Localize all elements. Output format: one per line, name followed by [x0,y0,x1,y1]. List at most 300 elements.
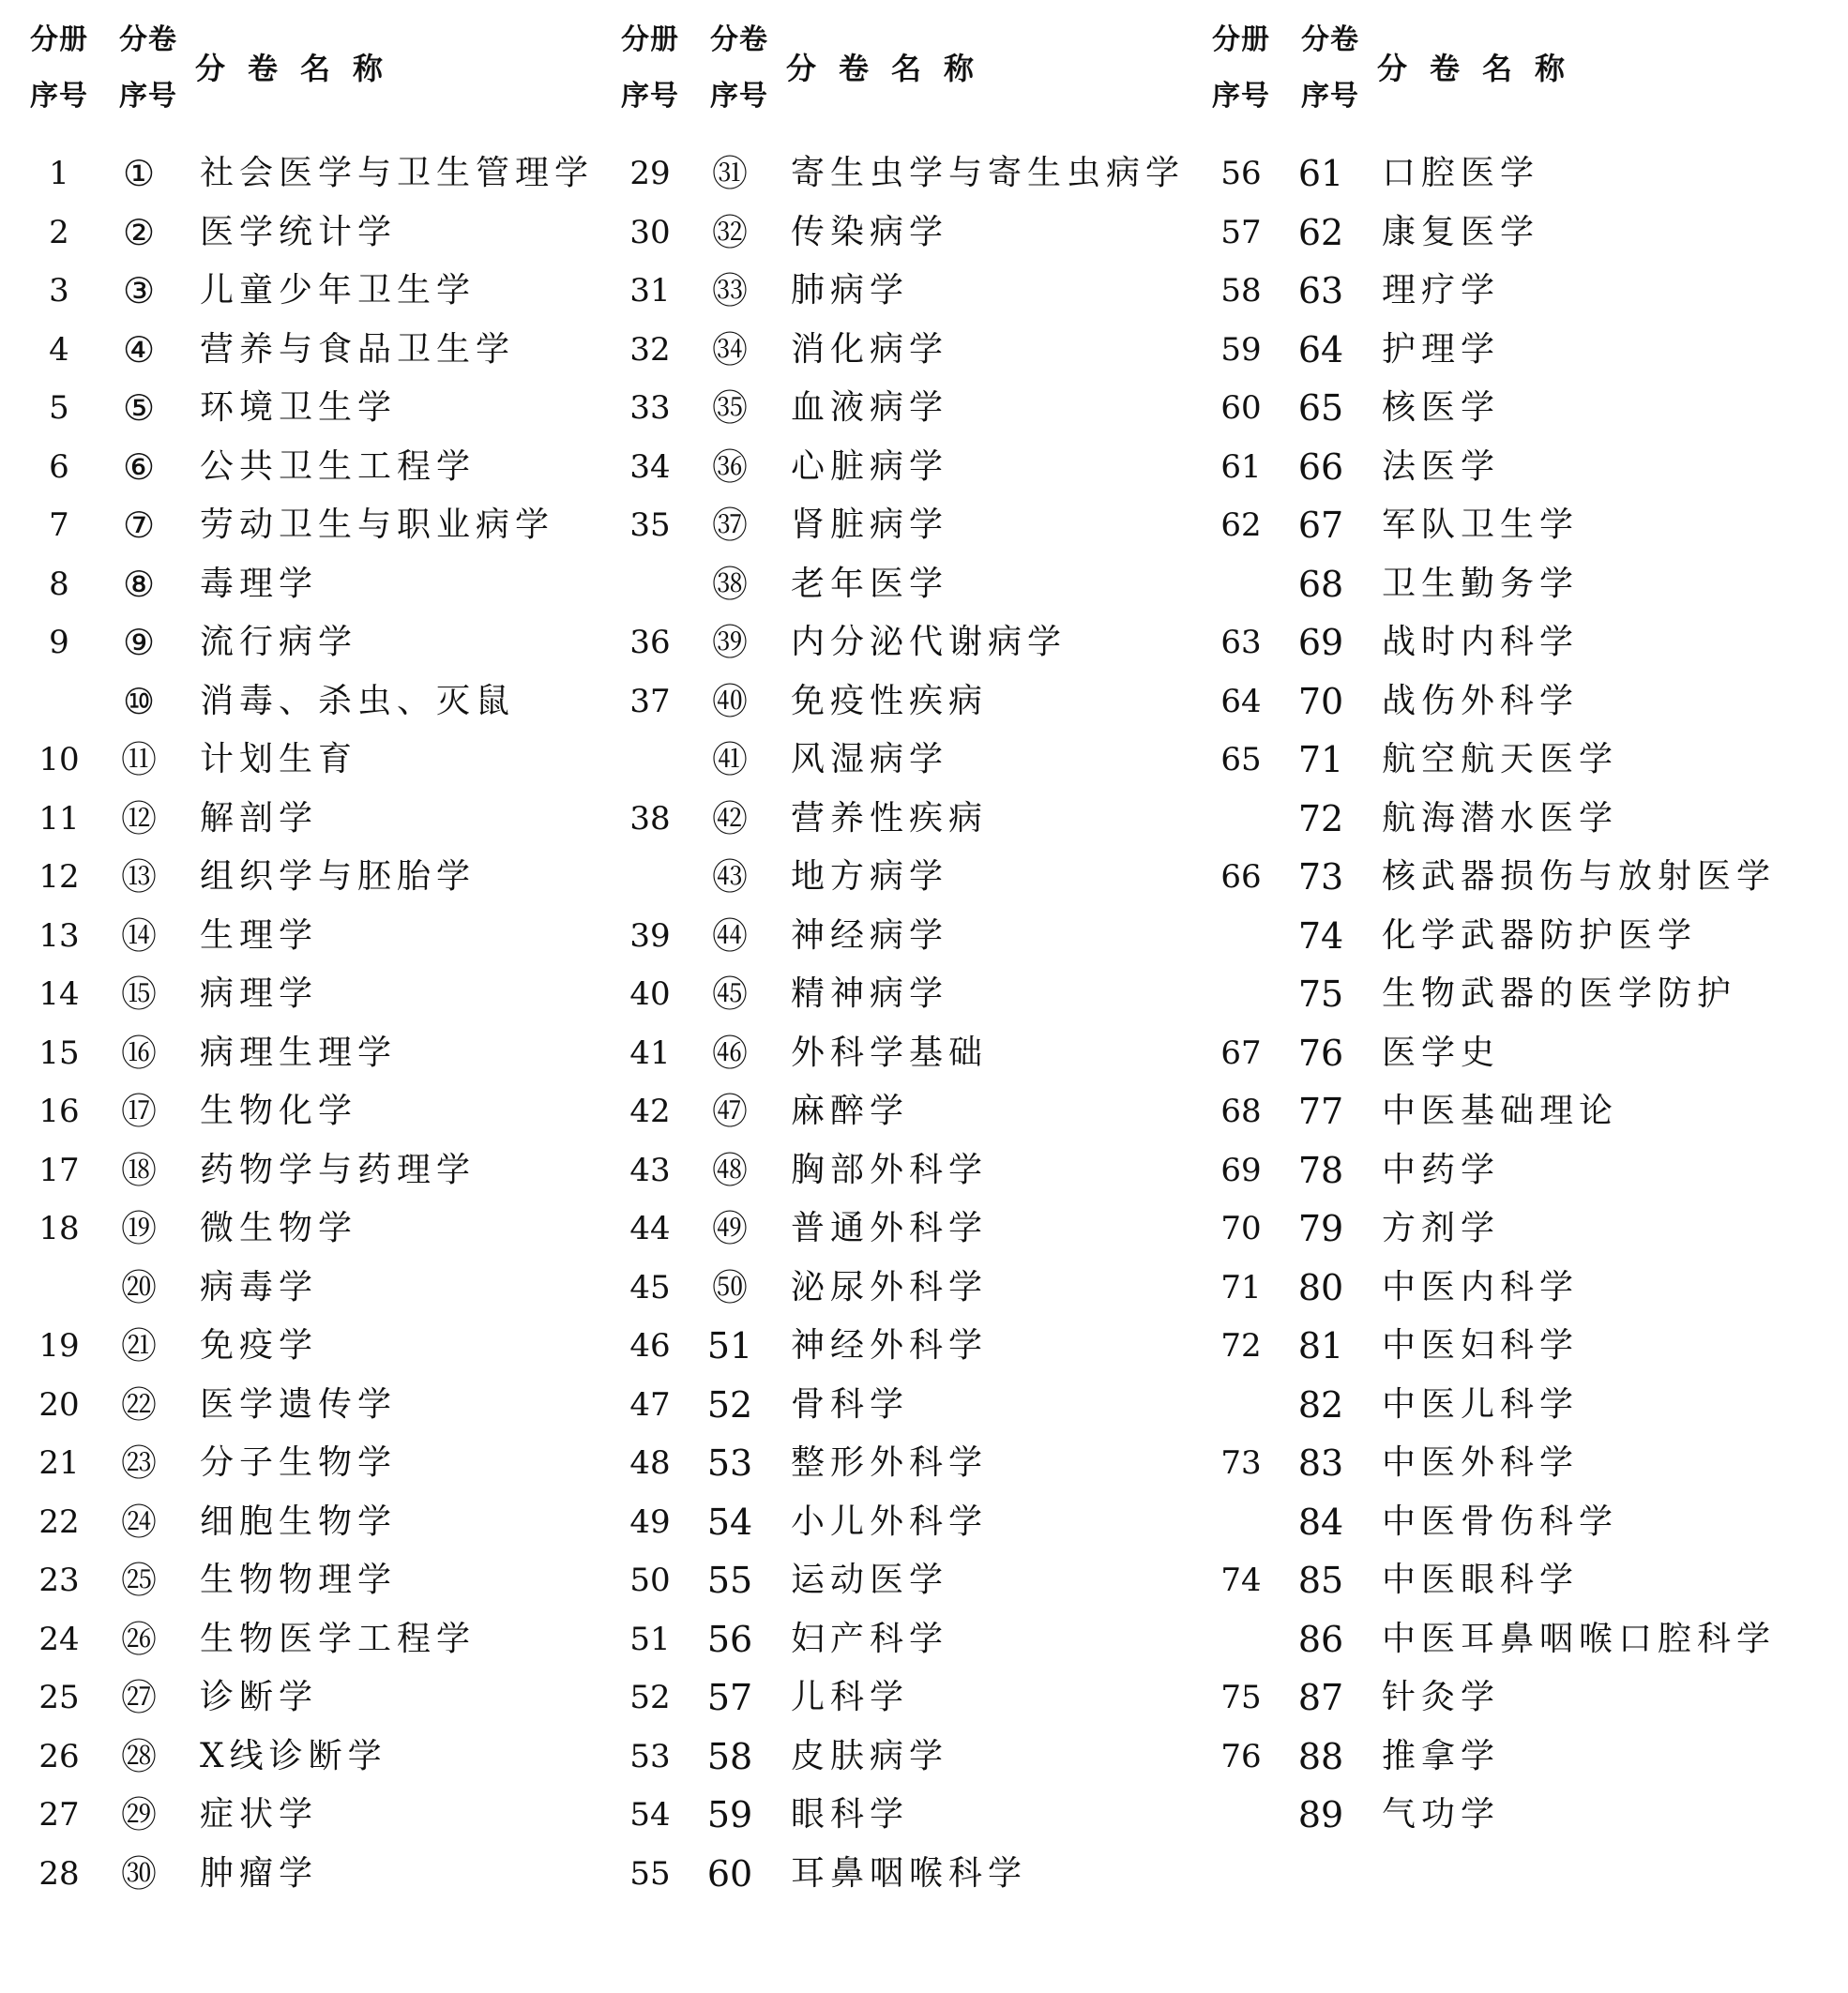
subvolume-number: 55 [706,1560,753,1601]
subvolume-name: 神经外科学 [791,1326,989,1365]
index-row [608,379,1208,438]
subvolume-name: 化学武器防护医学 [1382,915,1698,955]
subvolume-name: 儿科学 [791,1678,910,1716]
volume-number: 7 [49,506,69,544]
volume-number: 37 [629,682,671,720]
index-row [1199,1493,1827,1552]
subvolume-number: ⑥ [122,445,156,488]
subvolume-name: 航空航天医学 [1382,740,1619,778]
subvolume-number: 75 [1297,974,1344,1015]
header-subvolume-label-line2: 序号 [1301,80,1359,113]
volume-number: 16 [38,1093,80,1130]
header-name-label: 分卷名称 [195,51,406,86]
subvolume-name: 免疫性疾病 [791,681,989,720]
index-row [17,731,589,790]
subvolume-name: 传染病学 [791,212,949,251]
subvolume-name: 心脏病学 [791,446,949,486]
subvolume-name: 病毒学 [200,1267,319,1306]
subvolume-number: 87 [1297,1677,1344,1718]
index-row [17,1551,589,1610]
subvolume-name: 内分泌代谢病学 [791,623,1068,661]
index-row [17,1317,589,1376]
subvolume-number: 66 [1297,445,1344,488]
index-row [1199,1259,1827,1318]
subvolume-number: 68 [1297,563,1344,605]
index-row [608,1728,1208,1787]
volume-number: 15 [38,1034,80,1072]
volume-number: 19 [38,1327,80,1365]
subvolume-number: ㊲ [711,505,748,546]
index-row [608,848,1208,907]
subvolume-name: 普通外科学 [791,1209,989,1247]
index-row [17,907,589,966]
volume-number: 41 [629,1034,671,1072]
index-row [608,1259,1208,1318]
volume-number: 35 [629,506,671,544]
index-row [17,1668,589,1728]
header-volume-label-line1: 分册 [30,23,88,56]
index-row [1199,144,1827,204]
index-row [608,965,1208,1024]
index-rows [1199,144,1827,1845]
volume-number: 14 [38,975,80,1013]
subvolume-name: 理疗学 [1382,271,1501,310]
index-row [608,1845,1208,1904]
subvolume-number: 84 [1297,1501,1344,1543]
header-name-label: 分卷名称 [786,51,997,86]
subvolume-name: 肿瘤学 [200,1853,319,1893]
header-subvolume-label-line1: 分卷 [119,23,177,56]
subvolume-number: ㉑ [120,1325,157,1366]
volume-number: 5 [49,389,69,427]
index-row [17,1141,589,1200]
volume-number: 31 [629,272,671,310]
volume-number: 55 [629,1854,671,1893]
subvolume-name: 症状学 [200,1795,319,1834]
subvolume-number: 69 [1297,622,1344,663]
subvolume-number: ㊻ [711,1032,748,1074]
subvolume-number: ⑮ [120,974,157,1015]
index-row [1199,1668,1827,1728]
subvolume-name: 流行病学 [200,623,358,661]
header-volume-label-line2: 序号 [1212,80,1270,113]
index-row [17,1786,589,1845]
volume-number: 3 [49,272,69,310]
index-row [1199,1317,1827,1376]
subvolume-name: 泌尿外科学 [791,1267,989,1306]
subvolume-number: 89 [1297,1794,1344,1835]
subvolume-number: ⑭ [120,914,157,957]
subvolume-number: ㊿ [711,1266,748,1308]
subvolume-name: 中医儿科学 [1382,1384,1580,1424]
subvolume-name: 胸部外科学 [791,1150,989,1189]
volume-number: 46 [629,1327,671,1365]
subvolume-number: 51 [706,1325,753,1366]
subvolume-name: 妇产科学 [791,1619,949,1658]
subvolume-number: 80 [1297,1266,1344,1308]
subvolume-name: 战时内科学 [1382,623,1580,661]
volume-number: 73 [1220,1444,1262,1482]
volume-number: 43 [629,1151,671,1189]
volume-number: 44 [629,1210,671,1247]
header-volume-label-line2: 序号 [30,80,88,113]
subvolume-number: 62 [1297,211,1344,253]
subvolume-name: 小儿外科学 [791,1502,989,1541]
subvolume-number: 85 [1297,1560,1344,1601]
index-row [1199,672,1827,732]
subvolume-number: ㉖ [120,1618,157,1660]
subvolume-name: 核医学 [1382,388,1501,427]
subvolume-number: ㊵ [711,680,748,722]
subvolume-number: ㉔ [120,1501,157,1543]
subvolume-name: 消毒、杀虫、灭鼠 [200,681,516,720]
header-name-label: 分卷名称 [1377,51,1588,86]
subvolume-number: ㉘ [120,1735,157,1777]
subvolume-number: 70 [1297,680,1344,722]
subvolume-name: 生物武器的医学防护 [1382,974,1737,1013]
subvolume-number: 81 [1297,1325,1344,1366]
volume-number: 71 [1220,1268,1262,1306]
subvolume-name: 诊断学 [200,1678,319,1716]
subvolume-number: ⑯ [120,1032,157,1074]
index-row [608,555,1208,614]
subvolume-name: 护理学 [1382,329,1501,369]
subvolume-name: 麻醉学 [791,1092,910,1130]
subvolume-number: 72 [1297,797,1344,839]
index-row [608,1141,1208,1200]
subvolume-number: ㊺ [711,974,748,1015]
volume-number: 32 [629,330,671,369]
subvolume-name: 中医骨伤科学 [1382,1502,1619,1541]
index-row [17,438,589,497]
subvolume-name: 医学统计学 [200,212,398,251]
index-column-3 [1199,21,1827,1971]
header-subvolume-label-line2: 序号 [710,80,768,113]
subvolume-name: 病理学 [200,974,319,1013]
subvolume-name: 中医妇科学 [1382,1326,1580,1365]
volume-number: 11 [38,799,80,838]
subvolume-name: 营养性疾病 [791,798,989,838]
subvolume-name: 整形外科学 [791,1443,989,1482]
subvolume-number: 78 [1297,1149,1344,1191]
index-row [17,1610,589,1669]
index-row [1199,790,1827,849]
index-row [608,321,1208,380]
volume-number: 53 [629,1737,671,1775]
index-row [17,965,589,1024]
subvolume-number: 63 [1297,270,1344,311]
volume-number: 22 [38,1502,80,1541]
subvolume-number: 53 [706,1442,753,1484]
index-row [608,1082,1208,1141]
subvolume-name: 病理生理学 [200,1033,398,1072]
subvolume-name: 中医内科学 [1382,1267,1580,1306]
subvolume-number: ⑩ [122,680,156,722]
volume-number: 38 [629,799,671,838]
volume-number: 50 [629,1562,671,1599]
subvolume-name: 耳鼻咽喉科学 [791,1853,1028,1893]
subvolume-name: 环境卫生学 [200,388,398,427]
index-row [17,1082,589,1141]
volume-number: 12 [38,858,80,896]
subvolume-name: 儿童少年卫生学 [200,271,477,310]
volume-number: 76 [1220,1737,1262,1775]
subvolume-name: 外科学基础 [791,1033,989,1072]
volume-number: 61 [1220,447,1262,486]
volume-number: 52 [629,1679,671,1716]
volume-number: 8 [49,565,69,603]
subvolume-number: 57 [706,1677,753,1718]
subvolume-number: ㉚ [120,1852,157,1895]
index-row [608,790,1208,849]
subvolume-number: 73 [1297,856,1344,898]
subvolume-number: ⑲ [120,1208,157,1249]
index-row [1199,262,1827,321]
index-rows [608,144,1208,1903]
volume-number: 49 [629,1502,671,1541]
subvolume-name: 中药学 [1382,1150,1501,1189]
volume-number: 33 [629,389,671,427]
index-row [1199,1082,1827,1141]
index-row [608,1786,1208,1845]
index-row [1199,1376,1827,1435]
index-row [608,1317,1208,1376]
subvolume-number: ⑪ [120,739,157,780]
volume-number: 34 [629,447,671,486]
subvolume-number: ① [122,153,156,194]
subvolume-name: 生理学 [200,915,319,955]
subvolume-number: ㉜ [711,211,748,253]
volume-number: 72 [1220,1327,1262,1365]
index-row [17,1024,589,1083]
index-row [1199,321,1827,380]
subvolume-name: 运动医学 [791,1561,949,1599]
subvolume-number: ㉙ [120,1794,157,1835]
subvolume-number: ㉗ [120,1677,157,1718]
subvolume-number: 58 [706,1735,753,1777]
subvolume-number: ② [122,211,156,253]
volume-number: 70 [1220,1210,1262,1247]
subvolume-name: 康复医学 [1382,212,1540,251]
subvolume-number: ㊴ [711,622,748,663]
subvolume-name: X线诊断学 [200,1736,387,1775]
index-row [17,321,589,380]
index-row [17,204,589,263]
index-row [17,1376,589,1435]
subvolume-name: 法医学 [1382,446,1501,486]
subvolume-name: 解剖学 [200,798,319,838]
volume-number: 59 [1220,330,1262,369]
volume-number: 54 [629,1796,671,1834]
subvolume-number: ⑬ [120,856,157,898]
subvolume-number: 59 [706,1794,753,1835]
index-row [17,848,589,907]
subvolume-name: 消化病学 [791,329,949,369]
index-row [608,1024,1208,1083]
subvolume-number: 79 [1297,1208,1344,1249]
subvolume-name: 社会医学与卫生管理学 [200,154,595,192]
subvolume-name: 航海潜水医学 [1382,798,1619,838]
index-row [1199,965,1827,1024]
subvolume-number: ③ [122,270,156,311]
volume-number: 27 [38,1796,80,1834]
subvolume-name: 免疫学 [200,1326,319,1365]
index-column-2 [608,21,1208,1971]
volume-number: 42 [629,1093,671,1130]
subvolume-number: ⑦ [122,505,156,546]
subvolume-name: 生物医学工程学 [200,1619,477,1658]
column-header [608,21,1208,133]
volume-number: 10 [38,741,80,778]
index-row [1199,1786,1827,1845]
subvolume-number: 54 [706,1501,753,1543]
subvolume-name: 血液病学 [791,388,949,427]
subvolume-name: 营养与食品卫生学 [200,329,516,369]
index-row [608,672,1208,732]
subvolume-number: 76 [1297,1032,1344,1074]
volume-number: 69 [1220,1151,1262,1189]
subvolume-number: 65 [1297,387,1344,429]
volume-number: 39 [629,916,671,955]
subvolume-name: 细胞生物学 [200,1502,398,1541]
subvolume-number: 64 [1297,328,1344,370]
index-row [17,1200,589,1259]
index-row [608,1434,1208,1493]
index-row [17,1434,589,1493]
subvolume-name: 骨科学 [791,1384,910,1424]
volume-number: 26 [38,1737,80,1775]
subvolume-number: ㊶ [711,739,748,780]
subvolume-number: ㉒ [120,1383,157,1426]
index-row [17,1493,589,1552]
subvolume-name: 肺病学 [791,271,910,310]
subvolume-number: ⑱ [120,1149,157,1191]
subvolume-number: ⑨ [122,622,156,663]
subvolume-name: 微生物学 [200,1209,358,1247]
subvolume-number: ④ [122,328,156,370]
index-rows [17,144,595,1903]
volume-number: 67 [1220,1034,1262,1072]
column-header [1199,21,1827,133]
volume-number: 64 [1220,682,1262,720]
index-row [1199,848,1827,907]
index-row [17,1728,589,1787]
subvolume-name: 气功学 [1382,1795,1501,1834]
column-header [17,21,589,133]
subvolume-name: 生物物理学 [200,1561,398,1599]
volume-number: 68 [1220,1093,1262,1130]
volume-number: 48 [629,1444,671,1482]
index-row [1199,1434,1827,1493]
subvolume-number: 86 [1297,1618,1344,1660]
volume-number: 28 [38,1854,80,1893]
subvolume-number: ⑳ [120,1266,157,1308]
volume-number: 60 [1220,389,1262,427]
volume-number: 1 [49,155,69,192]
volume-number: 2 [49,213,69,251]
index-row [608,262,1208,321]
subvolume-number: ㊷ [711,797,748,839]
index-row [608,613,1208,672]
subvolume-number: 83 [1297,1442,1344,1484]
subvolume-name: 劳动卫生与职业病学 [200,506,555,544]
index-row [608,144,1208,204]
volume-number: 21 [38,1444,80,1482]
volume-number: 20 [38,1385,80,1424]
index-row [17,496,589,555]
volume-number: 74 [1220,1562,1262,1599]
subvolume-name: 方剂学 [1382,1209,1501,1247]
subvolume-number: 56 [706,1618,753,1660]
volume-number: 51 [629,1620,671,1658]
subvolume-number: ㉞ [711,328,748,370]
index-row [608,1668,1208,1728]
subvolume-number: ㉟ [711,387,748,429]
volume-number: 57 [1220,213,1262,251]
volume-number: 75 [1220,1679,1262,1716]
subvolume-name: 公共卫生工程学 [200,446,477,486]
subvolume-number: 77 [1297,1091,1344,1132]
index-row [1199,555,1827,614]
subvolume-name: 组织学与胚胎学 [200,857,477,896]
index-row [1199,1200,1827,1259]
index-row [608,438,1208,497]
volume-number: 58 [1220,272,1262,310]
header-volume-label-line1: 分册 [1212,23,1270,56]
volume-number: 36 [629,624,671,661]
subvolume-number: ⑫ [120,797,157,839]
volume-number: 13 [38,916,80,955]
subvolume-number: ㊽ [711,1149,748,1191]
subvolume-name: 生物化学 [200,1092,358,1130]
volume-number: 6 [49,447,69,486]
subvolume-name: 药物学与药理学 [200,1150,477,1189]
subvolume-name: 中医眼科学 [1382,1561,1580,1599]
volume-number: 25 [38,1679,80,1716]
index-row [608,907,1208,966]
subvolume-name: 神经病学 [791,915,949,955]
index-row [1199,1610,1827,1669]
subvolume-number: ㊹ [711,914,748,957]
subvolume-number: ㊱ [711,445,748,488]
volume-number: 29 [629,155,671,192]
subvolume-number: ㊼ [711,1091,748,1132]
index-row [1199,613,1827,672]
volume-number: 30 [629,213,671,251]
index-row [17,1259,589,1318]
subvolume-name: 皮肤病学 [791,1736,949,1775]
volume-number: 23 [38,1562,80,1599]
volume-number: 56 [1220,155,1262,192]
volume-number: 47 [629,1385,671,1424]
subvolume-name: 眼科学 [791,1795,910,1834]
subvolume-number: 82 [1297,1383,1344,1426]
subvolume-number: ㉛ [711,153,748,194]
subvolume-name: 战伤外科学 [1382,681,1580,720]
subvolume-name: 分子生物学 [200,1443,398,1482]
subvolume-name: 地方病学 [791,857,949,896]
volume-number: 62 [1220,506,1262,544]
subvolume-name: 精神病学 [791,974,949,1013]
subvolume-name: 医学史 [1382,1033,1501,1072]
index-row [17,613,589,672]
subvolume-number: 74 [1297,914,1344,957]
header-volume-label-line2: 序号 [621,80,679,113]
subvolume-name: 肾脏病学 [791,506,949,544]
subvolume-name: 中医基础理论 [1382,1092,1619,1130]
subvolume-number: 61 [1297,153,1344,194]
subvolume-name: 推拿学 [1382,1736,1501,1775]
